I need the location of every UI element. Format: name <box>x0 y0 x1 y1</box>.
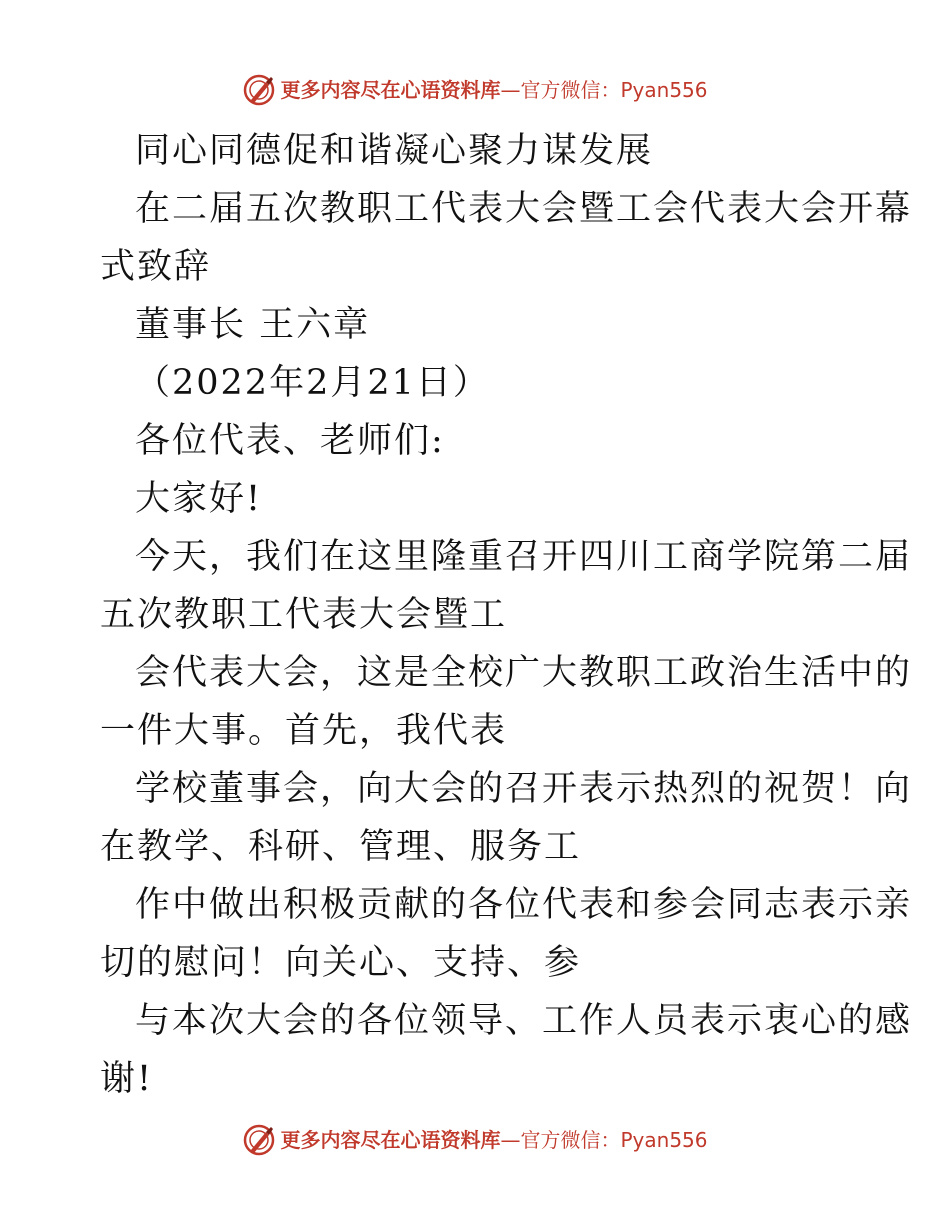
doc-greeting: 大家好! <box>135 479 263 519</box>
header-watermark <box>0 70 950 110</box>
doc-subtitle-line-1: 在二届五次教职工代表大会暨工会代表大会开幕 <box>135 189 913 229</box>
watermark-label: 官方微信： <box>520 1128 621 1152</box>
pen-logo-icon <box>242 73 276 107</box>
pen-logo-icon <box>242 1123 276 1157</box>
watermark-dash: — <box>500 78 521 102</box>
doc-subtitle-line-2: 式致辞 <box>100 247 212 287</box>
doc-paragraph-line: 在教学、科研、管理、服务工 <box>100 827 582 867</box>
doc-paragraph-line: 与本次大会的各位领导、工作人员表示衷心的感 <box>135 1001 913 1041</box>
watermark-wechat-id: Pyan556 <box>620 78 708 102</box>
watermark-wechat-id: Pyan556 <box>620 1128 708 1152</box>
doc-paragraph-line: 作中做出积极贡献的各位代表和参会同志表示亲 <box>135 885 913 925</box>
doc-date: （2022年2月21日） <box>135 363 490 403</box>
doc-salutation: 各位代表、老师们: <box>135 421 445 461</box>
watermark-site-text: 更多内容尽在心语资料库 <box>280 1128 501 1152</box>
doc-paragraph-line: 今天，我们在这里隆重召开四川工商学院第二届 <box>135 537 913 577</box>
watermark-label: 官方微信： <box>520 78 621 102</box>
footer-watermark <box>0 1120 950 1160</box>
doc-paragraph-line: 学校董事会，向大会的召开表示热烈的祝贺！向 <box>135 769 913 809</box>
doc-author: 董事长 王六章 <box>135 305 371 345</box>
doc-paragraph-line: 谢! <box>100 1059 154 1099</box>
watermark-dash: — <box>500 1128 521 1152</box>
doc-paragraph-line: 切的慰问！向关心、支持、参 <box>100 943 582 983</box>
doc-paragraph-line: 五次教职工代表大会暨工 <box>100 595 508 635</box>
doc-title: 同心同德促和谐凝心聚力谋发展 <box>135 131 654 171</box>
doc-paragraph-line: 一件大事。首先，我代表 <box>100 711 508 751</box>
watermark-site-text: 更多内容尽在心语资料库 <box>280 78 501 102</box>
doc-paragraph-line: 会代表大会，这是全校广大教职工政治生活中的 <box>135 653 913 693</box>
document-body <box>100 122 913 1108</box>
